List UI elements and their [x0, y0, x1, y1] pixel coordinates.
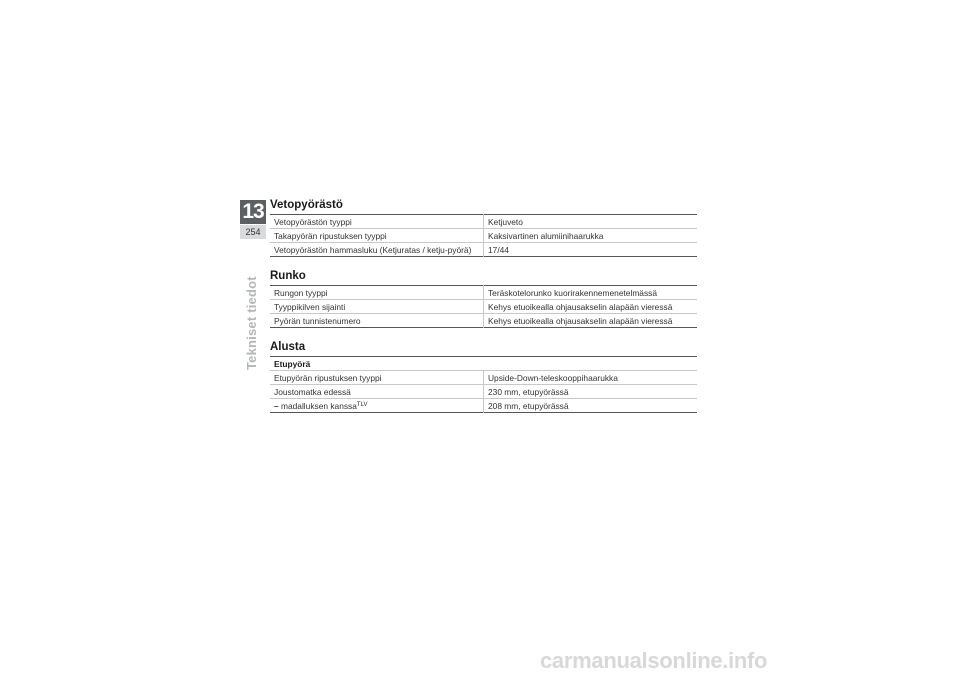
- section-title-chassis: Alusta: [270, 341, 306, 353]
- chapter-side-title: Tekniset tiedot: [244, 276, 259, 370]
- table-row: [270, 314, 697, 328]
- watermark-text: carmanualsonline.info: [540, 648, 768, 673]
- spec-label: Pyörän tunnistenumero: [270, 314, 484, 328]
- spec-value: Kaksivartinen alumiinihaarukka: [484, 229, 698, 243]
- spec-label-variant: [270, 399, 484, 413]
- content-area: [270, 196, 697, 413]
- spec-value: 208 mm, etupyörässä: [484, 399, 698, 413]
- table-row: [270, 399, 697, 413]
- table-row: [270, 215, 697, 229]
- section-title-frame: Runko: [270, 270, 306, 282]
- spec-value: 17/44: [484, 243, 698, 257]
- spec-label: Vetopyörästön tyyppi: [270, 215, 484, 229]
- spec-label: Tyyppikilven sijainti: [270, 300, 484, 314]
- dash-bullet: –: [274, 401, 279, 411]
- option-code-superscript: TLV: [356, 402, 368, 408]
- spec-value: Ketjuveto: [488, 217, 523, 227]
- table-row: [270, 286, 697, 300]
- table-subheader-row: [270, 357, 697, 371]
- spec-label: Vetopyörästön hammasluku (Ketjuratas / ketju-pyörä): [270, 243, 484, 257]
- spec-label: Takapyörän ripustuksen tyyppi: [270, 229, 484, 243]
- chapter-number-badge: 13: [240, 200, 266, 224]
- frame-spec-table: [270, 285, 697, 328]
- table-row: [270, 243, 697, 257]
- table-row: [270, 229, 697, 243]
- spec-label: Joustomatka edessä: [270, 385, 484, 399]
- variant-label: madalluksen kanssa: [281, 401, 357, 411]
- table-row: [270, 385, 697, 399]
- spec-label: Etupyörän ripustuksen tyyppi: [270, 371, 484, 385]
- spec-value: Kehys etuoikealla ohjausakselin alapään vieressä: [484, 314, 698, 328]
- page-number: 254: [240, 225, 266, 239]
- spec-value: Upside-Down-teleskooppihaarukka: [484, 371, 698, 385]
- spec-value: 230 mm, etupyörässä: [484, 385, 698, 399]
- table-row: [270, 371, 697, 385]
- drive-spec-table: [270, 214, 697, 257]
- spec-value: Teräskotelorunko kuorirakennemenetelmässä: [488, 288, 657, 298]
- table-row: [270, 300, 697, 314]
- section-title-drive: Vetopyörästö: [270, 199, 343, 211]
- spec-label: Rungon tyyppi: [270, 286, 484, 300]
- spec-value: Kehys etuoikealla ohjausakselin alapään vieressä: [484, 300, 698, 314]
- subheader-front-wheel: Etupyörä: [274, 359, 311, 369]
- chassis-spec-table: [270, 356, 697, 413]
